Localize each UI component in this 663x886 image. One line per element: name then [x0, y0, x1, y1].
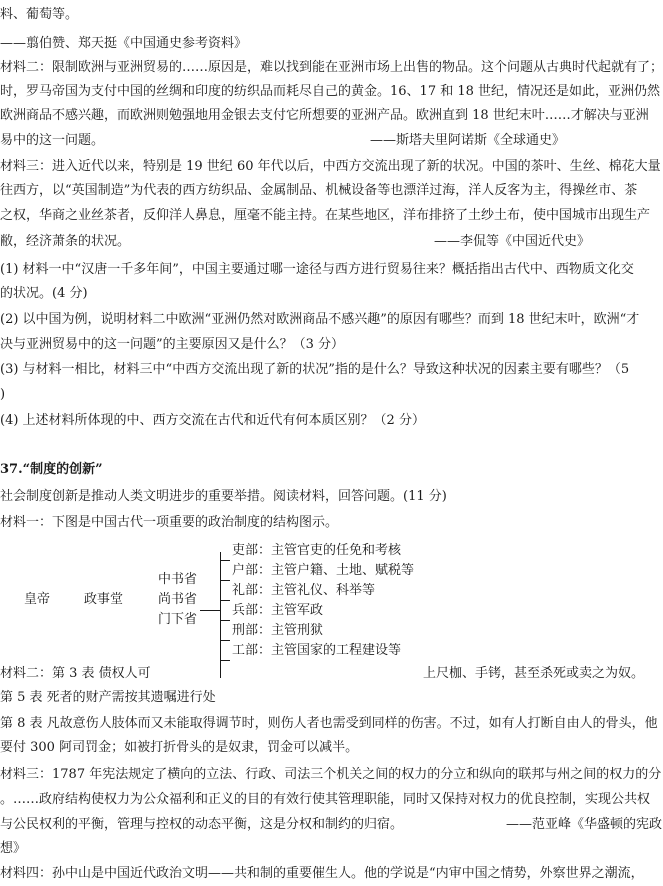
- text-line: 想》: [0, 841, 27, 856]
- text-line: 材料四：孙中山是中国近代政治文明——共和制的重要催生人。他的学说是“内审中国之情势，外察世界之潮流，: [0, 866, 644, 881]
- citation-line: ——范亚峰《华盛顿的宪政: [506, 817, 663, 832]
- text-line: 要付 300 阿司罚金；如被打折骨头的是奴隶，罚金可以减半。: [0, 740, 359, 755]
- text-line: 与公民权利的平衡，管理与控权的动态平衡，这是分权和制约的归宿。: [0, 817, 404, 832]
- connector-line: [220, 600, 230, 601]
- question-line: 的状况。(4 分): [0, 286, 88, 301]
- connector-line: [220, 660, 230, 661]
- text-line: 材料三：1787 年宪法规定了横向的立法、行政、司法三个机关之间的权力的分立和纵向的联邦与州之间的权力的分: [0, 767, 662, 782]
- question-line: (4) 上述材料所体现的中、西方交流在古代和近代有何本质区别？（2 分）: [0, 413, 425, 428]
- text-line: 料、葡萄等。: [0, 7, 79, 22]
- text-line: 易中的这一问题。: [0, 133, 105, 148]
- connector-line: [220, 640, 230, 641]
- ministry-label: 吏部：主管官吏的任免和考核: [232, 543, 402, 558]
- connector-line: [220, 560, 230, 561]
- connector-line: [220, 620, 230, 621]
- question-line: ): [0, 387, 6, 402]
- ministry-label: 刑部：主管刑狱: [232, 623, 324, 638]
- province-label: 门下省: [158, 612, 198, 627]
- text-line: 时，罗马帝国为支付中国的丝绸和印度的纺织品而耗尽自己的黄金。16、17 和 18 世纪，情况还是如此，亚洲仍然: [0, 84, 661, 99]
- text-line: 之权，华商之业丝茶者，反仰洋人鼻息，厘毫不能主持。在某些地区，洋布排挤了土纱土布，使中国城市出现生产: [0, 208, 651, 223]
- citation-line: ——李侃等《中国近代史》: [434, 234, 591, 249]
- province-label: 中书省: [158, 572, 198, 587]
- citation-line: ——斯塔夫里阿诺斯《全球通史》: [370, 133, 566, 148]
- question-line: 决与亚洲贸易中的这一问题”的主要原因又是什么？（3 分）: [0, 337, 345, 352]
- section-title: 37.“制度的创新”: [0, 462, 103, 477]
- ministry-label: 兵部：主管军政: [232, 603, 324, 618]
- text-line: 材料三：进入近代以来，特别是 19 世纪 60 年代以后，中西方交流出现了新的状况。中国的茶叶、生丝、棉花大量: [0, 159, 661, 174]
- ministry-label: 工部：主管国家的工程建设等: [232, 643, 402, 658]
- question-line: (1) 材料一中“汉唐一千多年间”，中国主要通过哪一途径与西方进行贸易往来？概括指出古代中、西物质文化交: [0, 262, 634, 277]
- ministry-label: 礼部：主管礼仪、科举等: [232, 583, 376, 598]
- text-line: 第 8 表 凡故意伤人肢体而又未能取得调节时，则伤人者也需受到同样的伤害。不过，如有人打断自由人的骨头，他: [0, 716, 658, 731]
- question-line: (3) 与材料一相比，材料三中“中西方交流出现了新的状况”指的是什么？导致这种状况的因素主要有哪些？（5: [0, 362, 630, 377]
- text-line: 材料二：限制欧洲与亚洲贸易的……原因是，难以找到能在亚洲市场上出售的物品。这个问题从古典时代起就有了；: [0, 60, 663, 75]
- council-label: 政事堂: [84, 592, 124, 607]
- text-line: 敝，经济萧条的状况。: [0, 234, 131, 249]
- text-line: 往西方，以“英国制造”为代表的西方纺织品、金属制品、机械设备等也漂洋过海，洋人反客为主，得操丝市、茶: [0, 183, 638, 198]
- text-line: 。……政府结构使权力为公众福利和正义的目的有效行使其管理职能，同时又保持对权力的优良控制，实现公共权: [0, 792, 651, 807]
- connector-line: [220, 580, 230, 581]
- text-line: 材料二：第 3 表 债权人可: [0, 666, 151, 681]
- text-line: 社会制度创新是推动人类文明进步的重要举措。阅读材料，回答问题。(11 分): [0, 489, 447, 504]
- connector-line: [200, 610, 220, 611]
- emperor-label: 皇帝: [24, 592, 51, 607]
- ministry-label: 户部：主管户籍、土地、赋税等: [232, 563, 415, 578]
- question-line: (2) 以中国为例，说明材料二中欧洲“亚洲仍然对欧洲商品不感兴趣”的原因有哪些？而到 18 世纪末叶，欧洲“才: [0, 312, 640, 327]
- text-line: 第 5 表 死者的财产需按其遗嘱进行处: [0, 690, 216, 705]
- province-label: 尚书省: [158, 592, 198, 607]
- citation-line: ——翦伯赞、郑天挺《中国通史参考资料》: [0, 36, 248, 51]
- text-line: 欧洲商品不感兴趣，而欧洲则勉强地用金银去支付它所想要的亚洲产品。欧洲直到 18 世纪末叶……才解决与亚洲: [0, 108, 649, 123]
- text-line: 材料一：下图是中国古代一项重要的政治制度的结构图示。: [0, 515, 339, 530]
- text-line: 上尺枷、手铐，甚至杀死或卖之为奴。: [423, 666, 645, 681]
